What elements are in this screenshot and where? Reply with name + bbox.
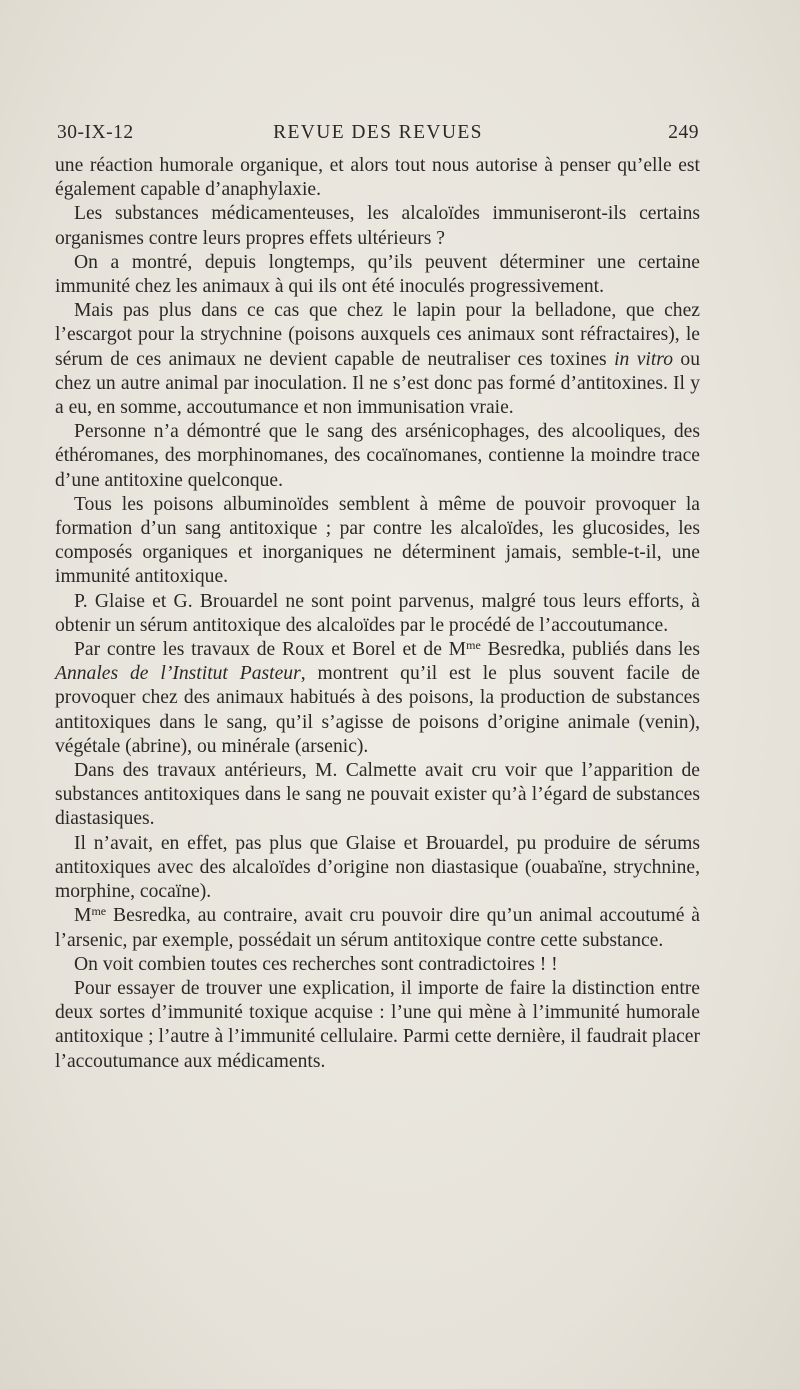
text-run: Mais pas plus dans ce cas que chez le lapin pour la belladone, que chez l’escargot pour la strychnine (poisons auxquels ces animaux sont réfractaires), le sérum de ces animaux ne devient capable de neutraliser ces toxines (55, 300, 700, 370)
text-run: ou chez un autre animal par inoculation. Il ne s’est donc pas formé d’antitoxines. Il y a eu, en somme, accoutumance et non immunisation vraie. (55, 348, 700, 419)
body-text (55, 154, 700, 1074)
paragraph: On voit combien toutes ces recherches sont contradictoires ! ! (74, 953, 558, 975)
running-title: REVUE DES REVUES (273, 122, 483, 143)
paragraph: On a montré, depuis longtemps, qu’ils peuvent déterminer une certaine immunité chez les animaux à qui ils ont été inoculés progressivement. (55, 251, 700, 298)
superscript: me (466, 638, 481, 653)
paragraph: Dans des travaux antérieurs, M. Calmette avait cru voir que l’apparition de substances antitoxiques dans le sang ne pouvait exister qu’à l’égard de substances diastasiques. (55, 760, 700, 830)
page-number: 249 (668, 122, 699, 143)
paragraph: P. Glaise et G. Brouardel ne sont point parvenus, malgré tous leurs efforts, à obtenir un sérum antitoxique des alcaloïdes par le procédé de l’accoutumance. (55, 590, 700, 636)
paragraph: Tous les poisons albuminoïdes semblent à même de pouvoir provoquer la formation d’un sang antitoxique ; par contre les alcaloïdes, les glucosides, les composés organiques et inorganiques ne déterminent jamais, semble-t-il, une immunité antitoxique. (55, 493, 700, 588)
paragraph (55, 904, 700, 952)
header-date: 30-IX-12 (57, 122, 134, 143)
text-run: Par contre les travaux de Roux et Borel et de M (74, 639, 467, 661)
paragraph: Il n’avait, en effet, pas plus que Glaise et Brouardel, pu produire de sérums antitoxiques avec des alcaloïdes d’origine non diastasique (ouabaïne, strychnine, morphine, cocaïne). (55, 832, 700, 903)
superscript: me (91, 904, 107, 919)
journal-title: Annales de l’Institut Pasteur (55, 663, 301, 685)
text-run: Besredka, au contraire, avait cru pouvoir dire qu’un animal accoutumé à l’arsenic, par exemple, possédait un sérum antitoxique contre cette substance. (55, 905, 700, 951)
paragraph (55, 638, 700, 759)
paragraph: Pour essayer de trouver une explication, il importe de faire la distinction entre deux sortes d’immunité toxique acquise : l’une qui mène à l’immunité humorale antitoxique ; l’autre à l’immunité cellulaire. Parmi cette dernière, il faudrait placer l’accoutumance aux médicaments. (55, 977, 700, 1072)
paragraph (55, 299, 700, 420)
italic-term: in vitro (614, 348, 673, 370)
text-run: , montrent qu’il est le plus souvent facile de provoquer chez des animaux habitués à des poisons, la production de substances antitoxiques dans le sang, qu’il s’agisse de poisons d’origine animale (venin), végétale (abrine), ou minérale (arsenic). (55, 663, 700, 757)
text-run: M (74, 905, 92, 927)
paragraph: une réaction humorale organique, et alors tout nous autorise à penser qu’elle est également capable d’anaphylaxie. (55, 155, 700, 201)
running-header (57, 122, 699, 150)
paragraph: Les substances médicamenteuses, les alcaloïdes immuniseront-ils certains organismes contre leurs propres effets ultérieurs ? (55, 203, 700, 249)
text-run: Besredka, publiés dans les (480, 639, 700, 661)
paragraph: Personne n’a démontré que le sang des arsénicophages, des alcooliques, des éthéromanes, des morphinomanes, des cocaïnomanes, contienne la moindre trace d’une antitoxine quelconque. (55, 421, 700, 491)
